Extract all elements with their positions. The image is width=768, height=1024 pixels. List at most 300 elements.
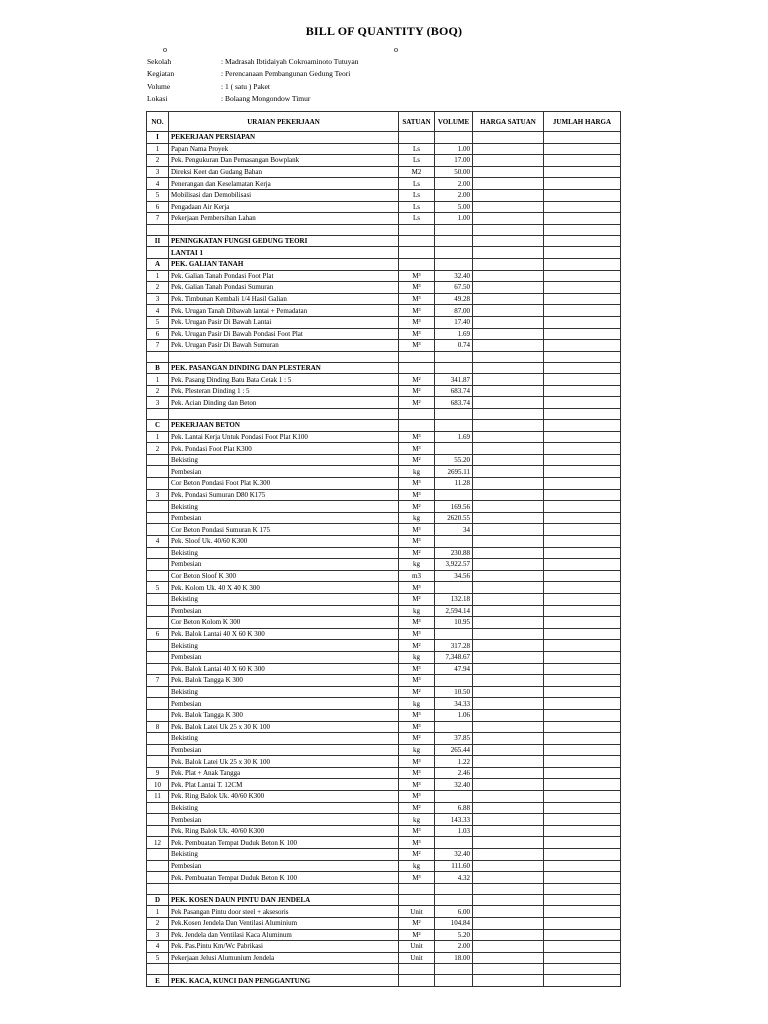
cell-satuan: M² [399, 686, 435, 698]
cell-description: Pek. Sloof Uk. 40/60 K300 [169, 536, 399, 548]
cell-harga-satuan [473, 282, 544, 294]
cell-volume [435, 791, 473, 803]
cell-volume [435, 675, 473, 687]
cell-jumlah-harga [544, 258, 621, 270]
cell-no [147, 605, 169, 617]
cell-no [147, 524, 169, 536]
table-body [147, 132, 621, 987]
cell-satuan: M³ [399, 489, 435, 501]
cell-no: 1 [147, 906, 169, 918]
cell-harga-satuan [473, 941, 544, 953]
cell-jumlah-harga [544, 143, 621, 155]
cell-no: 4 [147, 178, 169, 190]
table-row [147, 721, 621, 733]
cell-no: 8 [147, 721, 169, 733]
cell-jumlah-harga [544, 756, 621, 768]
table-row [147, 733, 621, 745]
table-row [147, 605, 621, 617]
cell-satuan: M³ [399, 628, 435, 640]
cell-harga-satuan [473, 189, 544, 201]
cell-description: Pek. Pembuatan Tempat Duduk Beton K 100 [169, 837, 399, 849]
cell-satuan: M² [399, 385, 435, 397]
cell-volume [435, 964, 473, 975]
cell-satuan: M² [399, 733, 435, 745]
header-volume: VOLUME [435, 112, 473, 132]
cell-no: 9 [147, 767, 169, 779]
cell-satuan: M² [399, 929, 435, 941]
cell-description: Cor Beton Kolom K 300 [169, 617, 399, 629]
cell-description: Pek. Galian Tanah Pondasi Sumuran [169, 282, 399, 294]
cell-volume: 2.00 [435, 178, 473, 190]
table-row [147, 512, 621, 524]
cell-harga-satuan [473, 155, 544, 167]
cell-volume: 4.32 [435, 872, 473, 884]
cell-no: 5 [147, 582, 169, 594]
cell-harga-satuan [473, 512, 544, 524]
cell-volume [435, 224, 473, 235]
cell-jumlah-harga [544, 663, 621, 675]
cell-volume: 7,348.67 [435, 651, 473, 663]
cell-description: Pek. Plesteran Dinding 1 : 5 [169, 385, 399, 397]
cell-no [147, 501, 169, 513]
cell-jumlah-harga [544, 524, 621, 536]
cell-harga-satuan [473, 143, 544, 155]
cell-no: 1 [147, 143, 169, 155]
cell-description: Pekerjaan Jelusi Alumunium Jendela [169, 952, 399, 964]
cell-satuan: Ls [399, 143, 435, 155]
cell-volume [435, 362, 473, 374]
cell-harga-satuan [473, 305, 544, 317]
cell-satuan: M³ [399, 837, 435, 849]
cell-no [147, 663, 169, 675]
cell-harga-satuan [473, 247, 544, 259]
cell-volume: 11.28 [435, 478, 473, 490]
cell-harga-satuan [473, 501, 544, 513]
cell-no [147, 512, 169, 524]
table-row [147, 849, 621, 861]
cell-satuan: m3 [399, 570, 435, 582]
cell-harga-satuan [473, 547, 544, 559]
table-row [147, 397, 621, 409]
cell-volume: 17.40 [435, 316, 473, 328]
table-row [147, 617, 621, 629]
cell-description: LANTAI 1 [169, 247, 399, 259]
cell-description: PEK. KOSEN DAUN PINTU DAN JENDELA [169, 894, 399, 906]
table-row [147, 906, 621, 918]
header-no: NO. [147, 112, 169, 132]
cell-jumlah-harga [544, 466, 621, 478]
cell-jumlah-harga [544, 906, 621, 918]
cell-harga-satuan [473, 328, 544, 340]
table-row [147, 941, 621, 953]
cell-volume: 50.00 [435, 166, 473, 178]
cell-no: 3 [147, 293, 169, 305]
table-row [147, 628, 621, 640]
cell-jumlah-harga [544, 675, 621, 687]
cell-harga-satuan [473, 675, 544, 687]
cell-satuan [399, 224, 435, 235]
cell-satuan [399, 409, 435, 420]
cell-volume: 1.00 [435, 213, 473, 225]
table-row [147, 651, 621, 663]
table-row [147, 570, 621, 582]
cell-jumlah-harga [544, 431, 621, 443]
cell-jumlah-harga [544, 570, 621, 582]
cell-volume: 5.00 [435, 201, 473, 213]
cell-volume [435, 536, 473, 548]
cell-no [147, 709, 169, 721]
cell-satuan [399, 883, 435, 894]
circle-mark-left: o [163, 45, 167, 54]
cell-volume: 683.74 [435, 397, 473, 409]
cell-harga-satuan [473, 605, 544, 617]
table-row [147, 178, 621, 190]
cell-jumlah-harga [544, 686, 621, 698]
cell-no [147, 247, 169, 259]
table-header-row [147, 112, 621, 132]
cell-volume: 1.03 [435, 825, 473, 837]
cell-no [147, 559, 169, 571]
cell-satuan: M² [399, 640, 435, 652]
cell-no [147, 651, 169, 663]
cell-no: 7 [147, 340, 169, 352]
cell-jumlah-harga [544, 235, 621, 247]
cell-no [147, 593, 169, 605]
cell-no: 7 [147, 213, 169, 225]
section-row [147, 235, 621, 247]
cell-volume: 10.50 [435, 686, 473, 698]
cell-description: Pek. Lantai Kerja Untuk Pondasi Foot Plat K100 [169, 431, 399, 443]
table-row [147, 593, 621, 605]
cell-jumlah-harga [544, 536, 621, 548]
table-row [147, 143, 621, 155]
cell-satuan [399, 351, 435, 362]
cell-description: Bekisting [169, 593, 399, 605]
cell-harga-satuan [473, 733, 544, 745]
cell-volume: 132.18 [435, 593, 473, 605]
cell-volume [435, 883, 473, 894]
cell-description: Pek Pasangan Pintu door steel + aksesoris [169, 906, 399, 918]
cell-description: Pek.Kosen Jendela Dan Ventilasi Aluminium [169, 918, 399, 930]
cell-no: 5 [147, 189, 169, 201]
cell-harga-satuan [473, 270, 544, 282]
cell-no: I [147, 132, 169, 144]
cell-harga-satuan [473, 686, 544, 698]
cell-harga-satuan [473, 964, 544, 975]
cell-harga-satuan [473, 409, 544, 420]
cell-harga-satuan [473, 478, 544, 490]
cell-volume: 55.20 [435, 454, 473, 466]
cell-harga-satuan [473, 362, 544, 374]
cell-no: 12 [147, 837, 169, 849]
circle-mark-right: o [394, 45, 398, 54]
cell-no: 4 [147, 536, 169, 548]
cell-harga-satuan [473, 340, 544, 352]
cell-harga-satuan [473, 837, 544, 849]
cell-harga-satuan [473, 443, 544, 455]
cell-satuan: M³ [399, 721, 435, 733]
cell-satuan: kg [399, 698, 435, 710]
cell-description: Pembesian [169, 698, 399, 710]
info-label: Kegiatan [147, 69, 175, 79]
info-value: : 1 ( satu ) Paket [221, 81, 270, 91]
cell-jumlah-harga [544, 270, 621, 282]
cell-description: Pek. Pengukuran Dan Pemasangan Bowplank [169, 155, 399, 167]
cell-harga-satuan [473, 466, 544, 478]
cell-volume [435, 489, 473, 501]
cell-harga-satuan [473, 872, 544, 884]
cell-harga-satuan [473, 651, 544, 663]
info-value: : Bolaang Mongondow Timur [221, 93, 311, 103]
cell-satuan: M³ [399, 825, 435, 837]
cell-jumlah-harga [544, 559, 621, 571]
table-row [147, 872, 621, 884]
cell-jumlah-harga [544, 420, 621, 432]
cell-description: Bekisting [169, 802, 399, 814]
table-row [147, 698, 621, 710]
cell-jumlah-harga [544, 478, 621, 490]
cell-description: Pek. Urugan Pasir Di Bawah Pondasi Foot Plat [169, 328, 399, 340]
cell-description: Pek. Pembuatan Tempat Duduk Beton K 100 [169, 872, 399, 884]
cell-jumlah-harga [544, 374, 621, 386]
table-row [147, 155, 621, 167]
cell-volume [435, 443, 473, 455]
table-row [147, 825, 621, 837]
cell-no: E [147, 975, 169, 987]
cell-satuan [399, 420, 435, 432]
cell-description: Pek. Plat + Anak Tangga [169, 767, 399, 779]
cell-description [169, 883, 399, 894]
cell-description [169, 224, 399, 235]
cell-harga-satuan [473, 709, 544, 721]
cell-jumlah-harga [544, 409, 621, 420]
cell-description: Pek. Galian Tanah Pondasi Foot Plat [169, 270, 399, 282]
cell-description: Pekerjaan Pembersihan Lahan [169, 213, 399, 225]
section-row [147, 975, 621, 987]
cell-description: Pek. Acian Dinding dan Beton [169, 397, 399, 409]
cell-jumlah-harga [544, 385, 621, 397]
table-row [147, 293, 621, 305]
cell-description [169, 964, 399, 975]
cell-harga-satuan [473, 374, 544, 386]
cell-harga-satuan [473, 628, 544, 640]
cell-no [147, 814, 169, 826]
cell-volume [435, 351, 473, 362]
cell-satuan: M³ [399, 328, 435, 340]
cell-jumlah-harga [544, 837, 621, 849]
cell-no [147, 409, 169, 420]
cell-harga-satuan [473, 860, 544, 872]
cell-harga-satuan [473, 293, 544, 305]
cell-volume [435, 837, 473, 849]
cell-jumlah-harga [544, 918, 621, 930]
cell-description: Pek. Ring Balok Uk. 40/60 K300 [169, 825, 399, 837]
cell-satuan: kg [399, 512, 435, 524]
cell-no: 1 [147, 374, 169, 386]
cell-jumlah-harga [544, 489, 621, 501]
cell-jumlah-harga [544, 224, 621, 235]
cell-no [147, 454, 169, 466]
cell-satuan: M³ [399, 756, 435, 768]
cell-volume: 6.00 [435, 906, 473, 918]
cell-harga-satuan [473, 617, 544, 629]
cell-volume: 32.40 [435, 849, 473, 861]
table-row [147, 489, 621, 501]
table-row [147, 536, 621, 548]
cell-volume: 1.69 [435, 328, 473, 340]
table-row [147, 166, 621, 178]
cell-description: Pek. Ring Balok Uk. 40/60 K300 [169, 791, 399, 803]
cell-no [147, 733, 169, 745]
cell-harga-satuan [473, 918, 544, 930]
cell-satuan: M² [399, 454, 435, 466]
cell-harga-satuan [473, 420, 544, 432]
cell-satuan: M² [399, 593, 435, 605]
cell-harga-satuan [473, 316, 544, 328]
cell-description: Pek. Urugan Tanah Dibawah lantai + Pemadatan [169, 305, 399, 317]
cell-jumlah-harga [544, 617, 621, 629]
cell-harga-satuan [473, 929, 544, 941]
cell-satuan: kg [399, 605, 435, 617]
cell-jumlah-harga [544, 975, 621, 987]
cell-satuan: M³ [399, 617, 435, 629]
cell-no: II [147, 235, 169, 247]
cell-description: Pembesian [169, 860, 399, 872]
cell-jumlah-harga [544, 155, 621, 167]
table-row [147, 340, 621, 352]
cell-no: 5 [147, 952, 169, 964]
cell-no [147, 802, 169, 814]
cell-jumlah-harga [544, 721, 621, 733]
cell-harga-satuan [473, 213, 544, 225]
cell-harga-satuan [473, 385, 544, 397]
cell-no [147, 224, 169, 235]
cell-harga-satuan [473, 559, 544, 571]
cell-jumlah-harga [544, 883, 621, 894]
cell-description: Pembesian [169, 744, 399, 756]
cell-satuan: M³ [399, 524, 435, 536]
cell-no [147, 872, 169, 884]
cell-volume: 2.00 [435, 189, 473, 201]
cell-satuan: M² [399, 397, 435, 409]
info-row-lokasi [147, 93, 359, 105]
cell-no: 2 [147, 282, 169, 294]
info-row-sekolah [147, 56, 359, 68]
cell-description: Mobilisasi dan Demobilisasi [169, 189, 399, 201]
cell-harga-satuan [473, 849, 544, 861]
cell-volume: 1.22 [435, 756, 473, 768]
cell-volume: 2,594.14 [435, 605, 473, 617]
table-row [147, 837, 621, 849]
cell-satuan [399, 258, 435, 270]
info-value: : Perencanaan Pembangunan Gedung Teori [221, 69, 351, 79]
cell-satuan: kg [399, 466, 435, 478]
cell-volume [435, 420, 473, 432]
blank-row [147, 883, 621, 894]
cell-satuan: M³ [399, 663, 435, 675]
cell-description: Pembesian [169, 559, 399, 571]
cell-satuan: M³ [399, 872, 435, 884]
info-label: Volume [147, 81, 171, 91]
cell-description: Pek. Urugan Pasir Di Bawah Sumuran [169, 340, 399, 352]
table-row [147, 709, 621, 721]
cell-satuan: M³ [399, 443, 435, 455]
cell-no [147, 849, 169, 861]
cell-volume [435, 132, 473, 144]
cell-description: Pek. Balok Lantai 40 X 60 K 300 [169, 663, 399, 675]
cell-description: Pek. Balok Lantai 40 X 60 K 300 [169, 628, 399, 640]
blank-row [147, 409, 621, 420]
cell-no: 4 [147, 305, 169, 317]
cell-no: 10 [147, 779, 169, 791]
cell-description: PENINGKATAN FUNGSI GEDUNG TEORI [169, 235, 399, 247]
cell-no [147, 351, 169, 362]
cell-no: B [147, 362, 169, 374]
cell-satuan: kg [399, 559, 435, 571]
cell-harga-satuan [473, 132, 544, 144]
cell-description: Bekisting [169, 454, 399, 466]
cell-volume: 10.95 [435, 617, 473, 629]
info-label: Sekolah [147, 57, 172, 66]
cell-no [147, 466, 169, 478]
section-row [147, 247, 621, 259]
cell-volume: 683.74 [435, 385, 473, 397]
cell-description: Cor Beton Pondasi Foot Plat K.300 [169, 478, 399, 490]
cell-no: 3 [147, 166, 169, 178]
cell-jumlah-harga [544, 397, 621, 409]
cell-harga-satuan [473, 582, 544, 594]
cell-satuan: M² [399, 547, 435, 559]
cell-volume: 47.94 [435, 663, 473, 675]
section-row [147, 894, 621, 906]
cell-jumlah-harga [544, 328, 621, 340]
cell-jumlah-harga [544, 282, 621, 294]
cell-jumlah-harga [544, 733, 621, 745]
cell-jumlah-harga [544, 698, 621, 710]
cell-volume: 3,922.57 [435, 559, 473, 571]
cell-satuan [399, 975, 435, 987]
cell-volume: 34 [435, 524, 473, 536]
cell-no: 3 [147, 489, 169, 501]
cell-volume: 2695.11 [435, 466, 473, 478]
cell-volume: 5.20 [435, 929, 473, 941]
cell-volume [435, 258, 473, 270]
cell-harga-satuan [473, 767, 544, 779]
cell-description: Pek. Balok Latei Uk 25 x 30 K 100 [169, 721, 399, 733]
cell-volume: 2.46 [435, 767, 473, 779]
cell-description: Bekisting [169, 686, 399, 698]
cell-jumlah-harga [544, 849, 621, 861]
cell-jumlah-harga [544, 744, 621, 756]
header-jumlah-harga: JUMLAH HARGA [544, 112, 621, 132]
table-row [147, 328, 621, 340]
cell-description: Cor Beton Sloof K 300 [169, 570, 399, 582]
cell-jumlah-harga [544, 189, 621, 201]
table-row [147, 466, 621, 478]
cell-harga-satuan [473, 351, 544, 362]
cell-jumlah-harga [544, 825, 621, 837]
cell-description: Pek. Pondasi Sumuran D80 K175 [169, 489, 399, 501]
cell-satuan: M³ [399, 293, 435, 305]
cell-harga-satuan [473, 779, 544, 791]
info-row-volume [147, 81, 359, 93]
table-row [147, 767, 621, 779]
cell-no [147, 570, 169, 582]
cell-volume: 2.00 [435, 941, 473, 953]
cell-no [147, 744, 169, 756]
cell-volume [435, 721, 473, 733]
cell-satuan: M³ [399, 305, 435, 317]
